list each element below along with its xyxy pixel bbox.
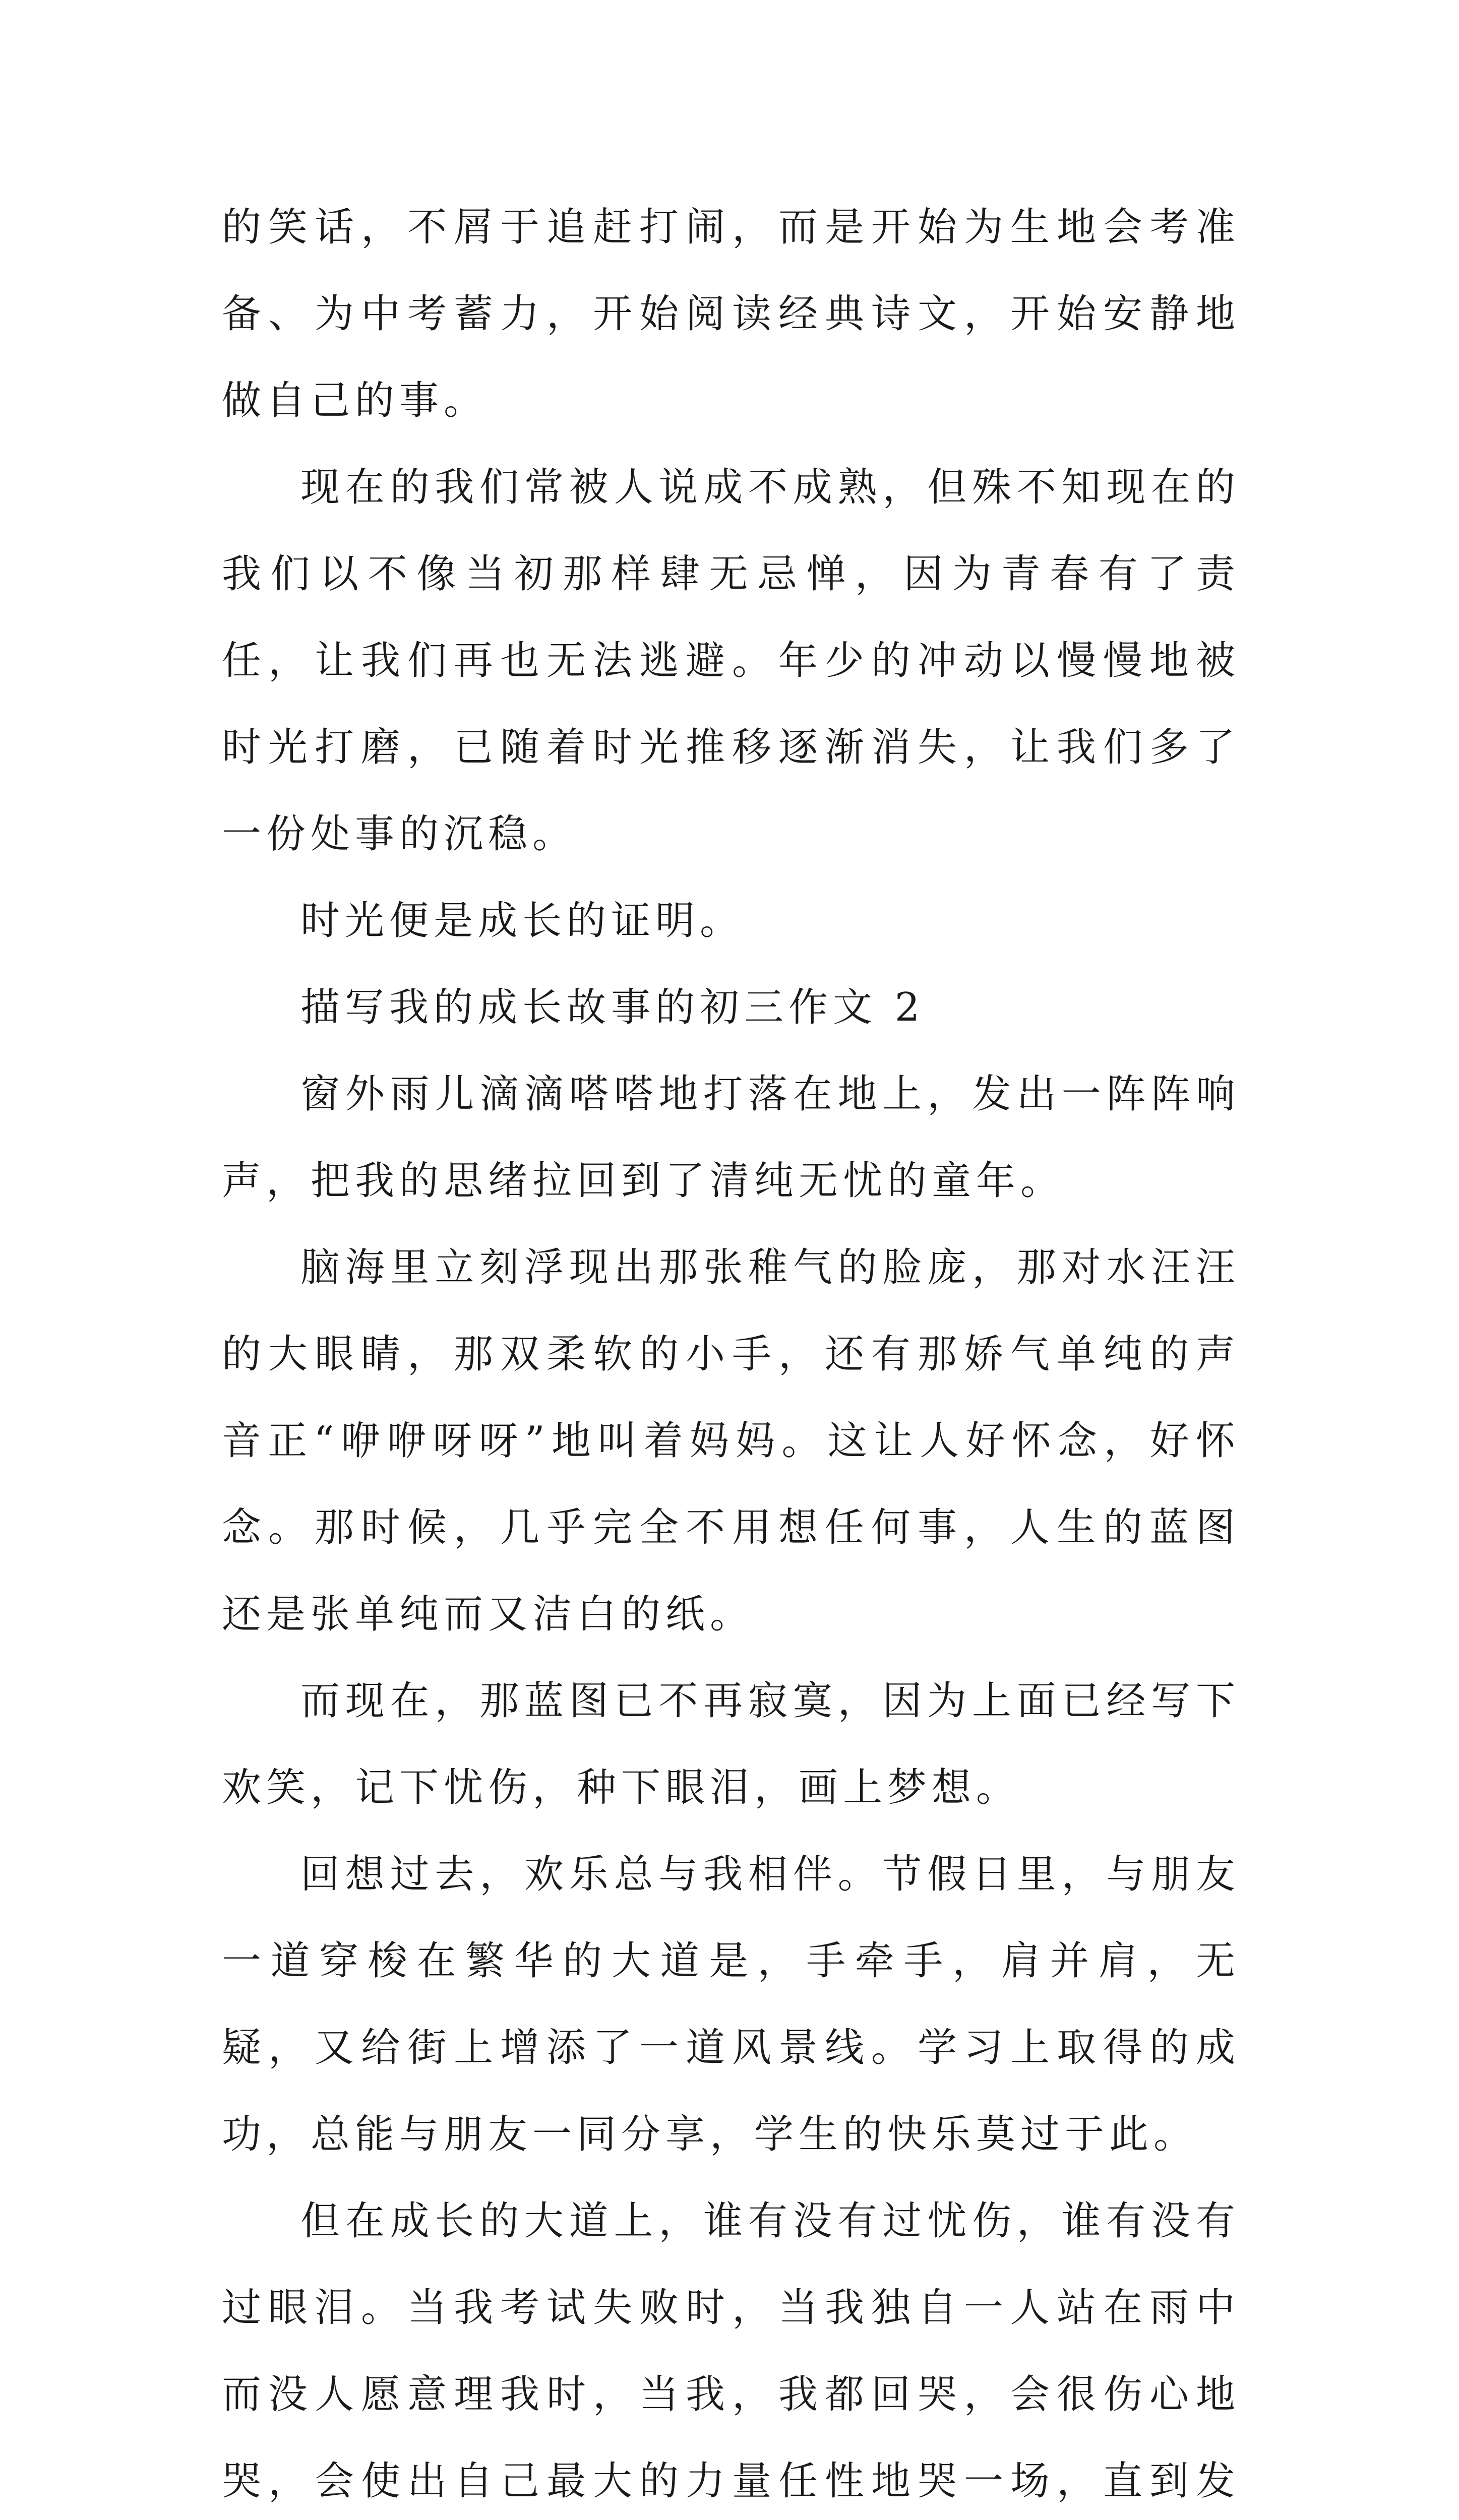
paragraph: 回想过去，欢乐总与我相伴。节假日里，与朋友一道穿梭在繁华的大道是，手牵手，肩并肩，无疑，又给街上增添了一道风景线。学习上取得的成功，总能与朋友一同分享，学生的快乐莫过于此。	[222, 1852, 1240, 2157]
paragraph: 脑海里立刻浮现出那张稚气的脸庞，那对水汪汪的大眼睛，那双柔软的小手，还有那娇气单纯的声音正“咿咿呀呀”地叫着妈妈。这让人好怀念，好怀念。那时候，几乎完全不用想任何事，人生的蓝图还是张单纯而又洁白的纸。	[222, 1245, 1240, 1637]
paragraph: 而现在，那蓝图已不再寂寞，因为上面已经写下欢笑，记下忧伤，种下眼泪，画上梦想。	[222, 1678, 1240, 1810]
paragraph: 但在成长的大道上，谁有没有过忧伤，谁有没有过眼泪。当我考试失败时，当我独自一人站在雨中而没人愿意理我时，当我，我都回哭，会很伤心地哭，会使出自己最大的力量任性地哭一场，直到发	[222, 2198, 1240, 2504]
document-body	[222, 184, 1240, 2520]
paragraph: 的笑话，不屑于追赶打闹，而是开始为生地会考准备、为中考蓄力，开始阅读经典诗文，开始安静地做自己的事。	[222, 205, 1240, 423]
paragraph: 现在的我们常被人说成不成熟，但殊不知现在的我们以不像当初那样肆无忌惮，因为青春有了责任，让我们再也无法逃避。年少的冲动以慢慢地被时光打磨，已随着时光推移逐渐消失，让我们多了一份处事的沉稳。	[222, 465, 1240, 857]
section-heading: 描写我的成长故事的初三作文 2	[300, 985, 925, 1030]
paragraph: 时光便是成长的证明。	[300, 898, 745, 943]
paragraph: 窗外雨儿滴滴嗒嗒地打落在地上，发出一阵阵响声，把我的思绪拉回到了清纯无忧的童年。	[222, 1072, 1240, 1204]
